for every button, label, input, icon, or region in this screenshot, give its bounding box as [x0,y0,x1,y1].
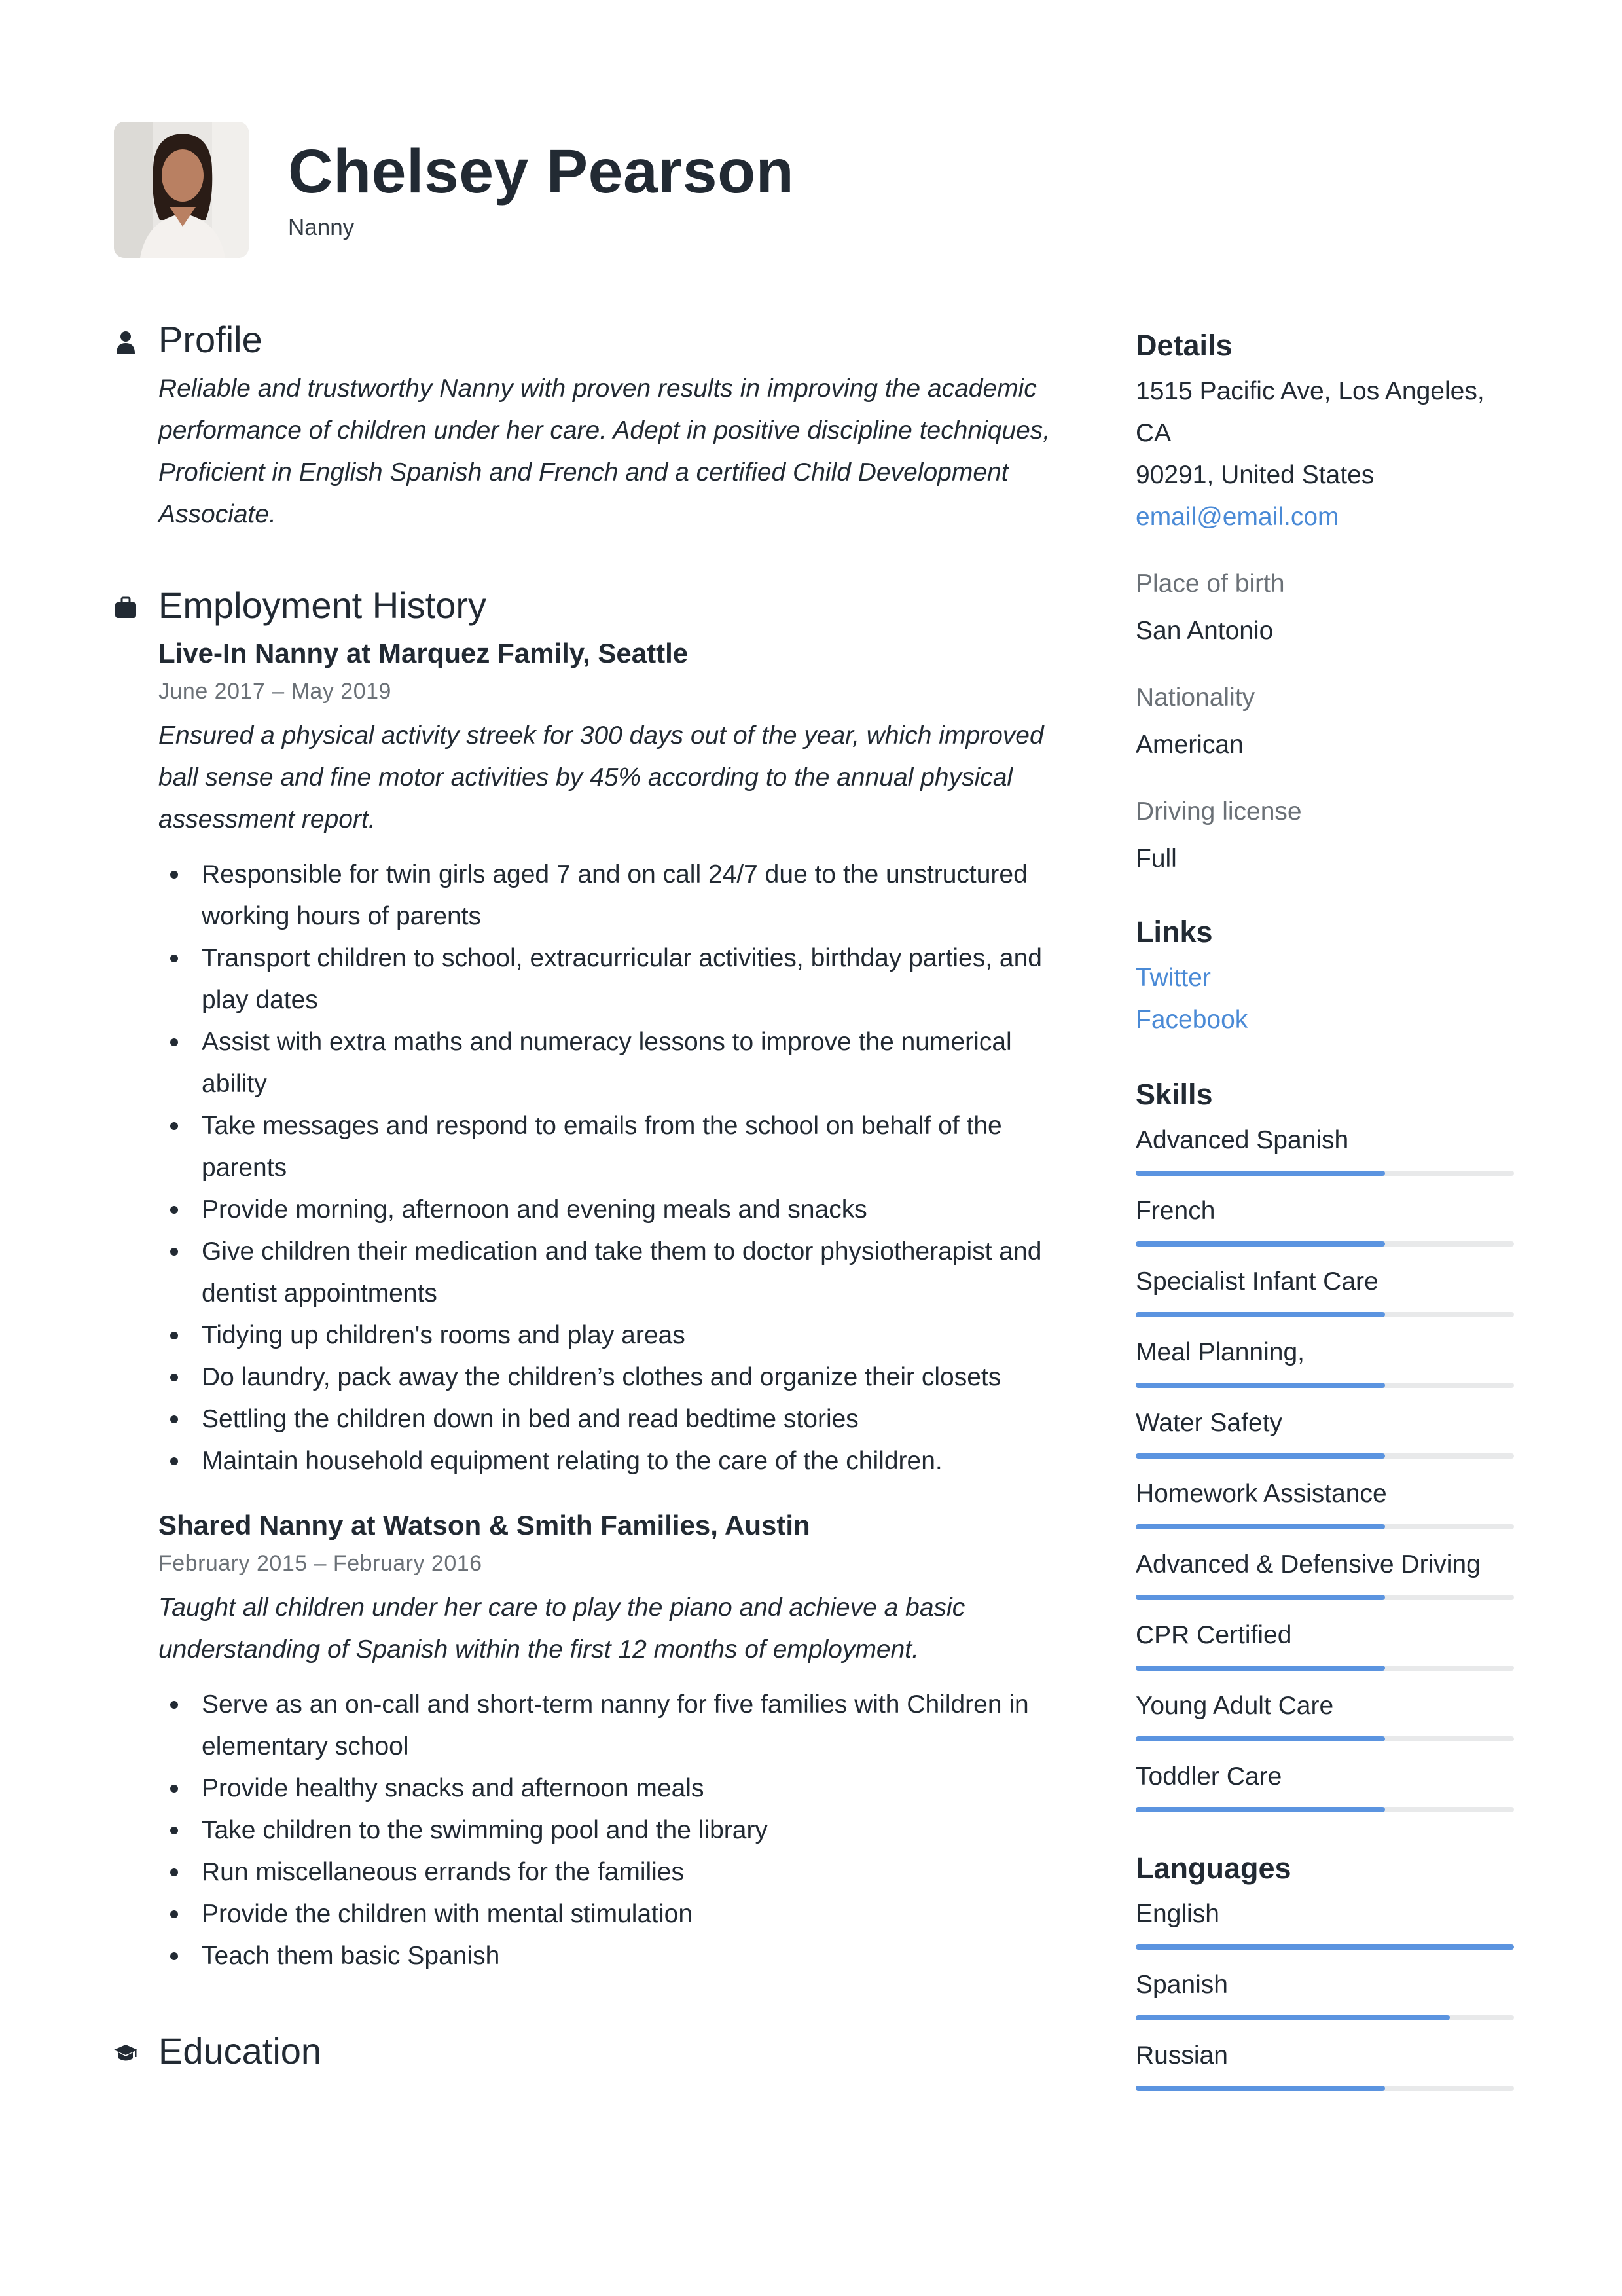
briefcase-icon [114,596,137,619]
language-item-level-fill [1136,2086,1385,2091]
skill-item-level-fill [1136,1736,1385,1741]
skill-item [1136,1544,1515,1614]
skill-item-level-track [1136,1595,1514,1600]
skill-item-name: Water Safety [1136,1409,1282,1437]
job-dates: February 2015 – February 2016 [158,1551,482,1576]
skill-item [1136,1756,1515,1827]
list-item: Take messages and respond to emails from the school on behalf of the parents [158,1105,1063,1189]
skill-item-level-track [1136,1241,1514,1247]
language-item-level-fill [1136,1944,1514,1950]
skill-item-name: Advanced & Defensive Driving [1136,1550,1481,1578]
profile-heading: Profile [158,319,262,360]
language-item-level-track [1136,2015,1514,2020]
job-summary: Ensured a physical activity streek for 300 days out of the year, which improved ball sense and fine motor activities by 45% according to the annual physical assessment report. [158,721,1044,833]
job-summary: Taught all children under her care to play the piano and achieve a basic understanding of Spanish within the first 12 months of employment. [158,1594,965,1664]
language-item-level-track [1136,2086,1514,2091]
skills-list [1136,1120,1515,1827]
list-item: Provide healthy snacks and afternoon meals [158,1768,1063,1810]
job-responsibilities [158,1684,1063,1977]
twitter-link[interactable]: Twitter [1136,964,1211,992]
skill-item-name: Homework Assistance [1136,1480,1387,1508]
driving-license-label: Driving license [1136,797,1302,826]
skill-item-level-fill [1136,1666,1385,1671]
employment-section-header [114,580,1063,634]
skill-item [1136,1332,1515,1402]
skill-item-level-track [1136,1807,1514,1812]
nationality-label: Nationality [1136,683,1255,712]
graduation-cap-icon [114,2041,137,2065]
job-title: Shared Nanny at Watson & Smith Families, Austin [158,1510,810,1540]
list-item: Teach them basic Spanish [158,1935,1063,1977]
skill-item [1136,1261,1515,1332]
job-responsibilities [158,854,1063,1482]
skill-item-level-fill [1136,1453,1385,1459]
skill-item [1136,1190,1515,1261]
skill-item [1136,1685,1515,1756]
skill-item-level-fill [1136,1383,1385,1388]
list-item: Transport children to school, extracurricular activities, birthday parties, and play dates [158,938,1063,1021]
education-section-header [114,2026,1063,2079]
skill-item-level-fill [1136,1524,1385,1529]
details-heading: Details [1136,329,1233,362]
candidate-job-title: Nanny [288,215,355,240]
address-line-2: 90291, United States [1136,461,1375,489]
skill-item-level-fill [1136,1595,1385,1600]
language-item-name: English [1136,1900,1219,1928]
job-entry [158,634,1063,1482]
skill-item-name: Meal Planning, [1136,1338,1305,1366]
language-item-name: Spanish [1136,1971,1228,1999]
profile-photo [114,122,249,258]
sidebar-column [1136,321,1515,2105]
list-item: Run miscellaneous errands for the families [158,1851,1063,1893]
language-item-level-track [1136,1944,1514,1950]
list-item: Give children their medication and take them to doctor physiotherapist and dentist appointments [158,1231,1063,1315]
skill-item-level-track [1136,1171,1514,1176]
job-entry [158,1506,1063,1977]
list-item: Tidying up children's rooms and play areas [158,1315,1063,1357]
skill-item-level-fill [1136,1241,1385,1247]
list-item: Take children to the swimming pool and the library [158,1810,1063,1851]
skill-item [1136,1473,1515,1544]
skill-item-level-track [1136,1524,1514,1529]
skill-item-level-fill [1136,1312,1385,1317]
list-item: Assist with extra maths and numeracy lessons to improve the numerical ability [158,1021,1063,1105]
driving-license-value: Full [1136,845,1177,873]
skill-item-name: CPR Certified [1136,1621,1292,1649]
skill-item-level-track [1136,1312,1514,1317]
skill-item-name: French [1136,1197,1216,1225]
email-link[interactable]: email@email.com [1136,503,1339,531]
skill-item-level-track [1136,1736,1514,1741]
profile-section-header [114,314,1063,368]
nationality-value: American [1136,731,1244,759]
job-dates: June 2017 – May 2019 [158,679,391,704]
list-item: Maintain household equipment relating to the care of the children. [158,1440,1063,1482]
skill-item-name: Specialist Infant Care [1136,1267,1379,1296]
candidate-name: Chelsey Pearson [288,137,795,206]
skill-item [1136,1402,1515,1473]
place-of-birth-value: San Antonio [1136,617,1274,645]
skill-item-name: Advanced Spanish [1136,1126,1349,1154]
skill-item-name: Toddler Care [1136,1762,1282,1791]
skill-item-level-track [1136,1383,1514,1388]
job-title: Live-In Nanny at Marquez Family, Seattle [158,638,689,668]
skill-item-level-track [1136,1453,1514,1459]
skill-item-level-fill [1136,1807,1385,1812]
languages-heading: Languages [1136,1851,1291,1885]
language-item [1136,1893,1515,1964]
skill-item-name: Young Adult Care [1136,1692,1334,1720]
address-line-1: 1515 Pacific Ave, Los Angeles, CA [1136,377,1485,447]
skill-item [1136,1120,1515,1190]
person-icon [114,330,137,354]
list-item: Do laundry, pack away the children’s clothes and organize their closets [158,1357,1063,1398]
languages-list [1136,1893,1515,2105]
skill-item-level-track [1136,1666,1514,1671]
links-heading: Links [1136,915,1213,949]
skill-item [1136,1614,1515,1685]
facebook-link[interactable]: Facebook [1136,1006,1248,1034]
main-column [114,314,1063,2079]
list-item: Provide morning, afternoon and evening meals and snacks [158,1189,1063,1231]
education-heading: Education [158,2030,322,2071]
skills-heading: Skills [1136,1078,1213,1111]
place-of-birth-label: Place of birth [1136,570,1285,598]
employment-list [114,634,1063,1977]
list-item: Serve as an on-call and short-term nanny for five families with Children in elementary school [158,1684,1063,1768]
language-item-level-fill [1136,2015,1450,2020]
language-item [1136,1964,1515,2035]
language-item [1136,2035,1515,2105]
list-item: Provide the children with mental stimulation [158,1893,1063,1935]
skill-item-level-fill [1136,1171,1385,1176]
employment-heading: Employment History [158,585,487,626]
list-item: Settling the children down in bed and read bedtime stories [158,1398,1063,1440]
language-item-name: Russian [1136,2041,1228,2069]
list-item: Responsible for twin girls aged 7 and on call 24/7 due to the unstructured working hours of parents [158,854,1063,938]
profile-summary: Reliable and trustworthy Nanny with proven results in improving the academic performance of children under her care. Adept in positive discipline techniques, Proficient in English Spanish and French and a certified Child Development Associate. [158,374,1051,528]
